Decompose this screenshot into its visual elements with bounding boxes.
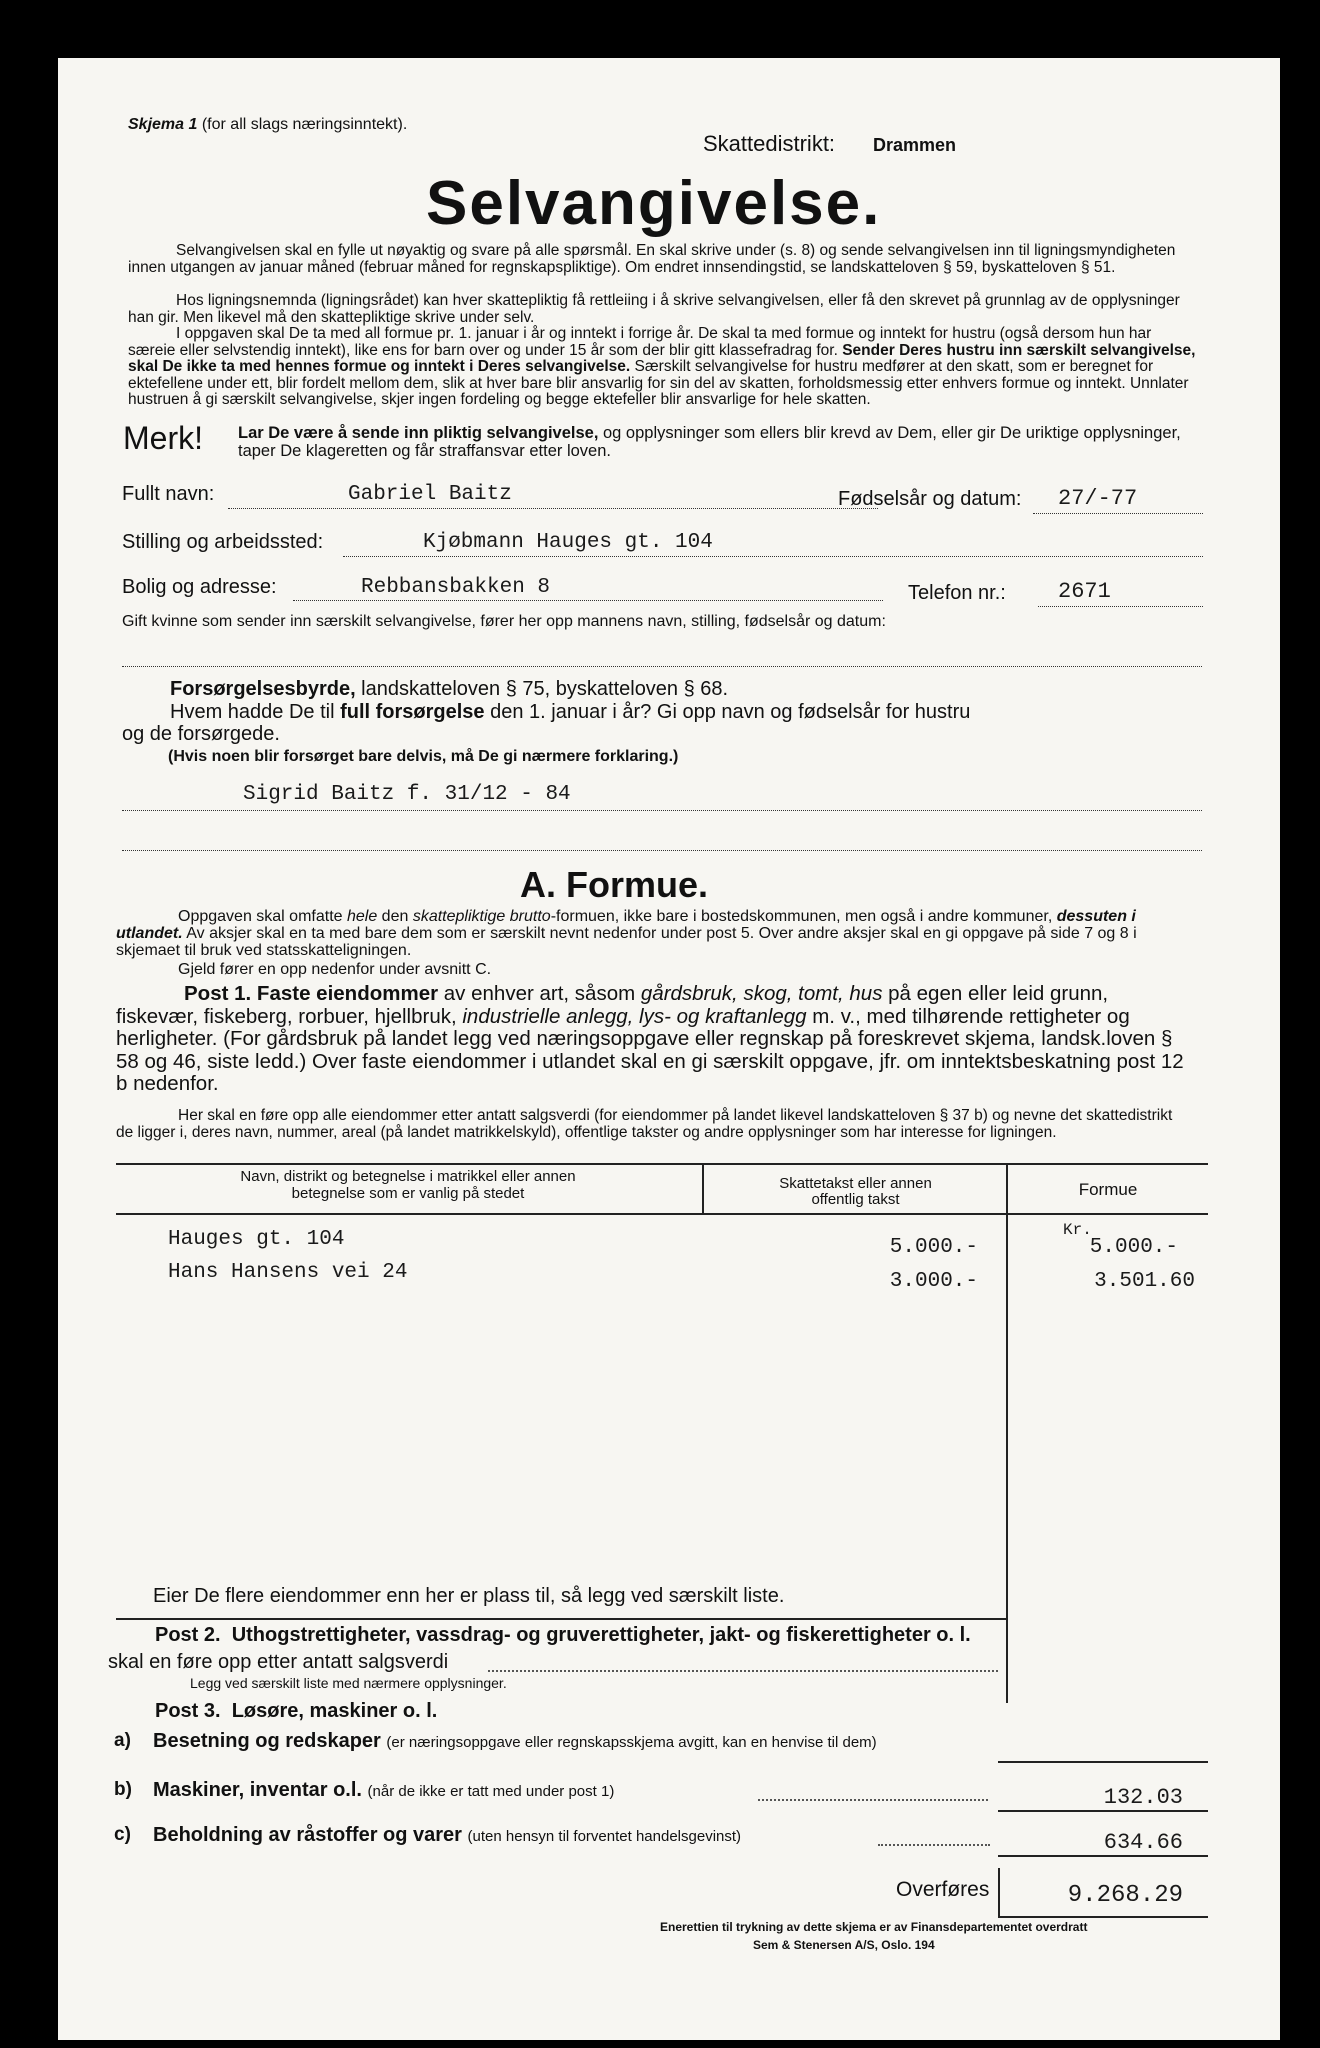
phone-value[interactable]: 2671 [1058,579,1111,604]
post3-heading-line [155,1700,437,1723]
post3-item-b-label: Maskiner, inventar o.l. [153,1779,362,1801]
birth-line [1033,513,1203,514]
intro-paragraph-3 [128,326,1198,409]
post3-item-a-label: Besetning og redskaper [153,1730,381,1752]
dependents-heading-rest: landskatteloven § 75, byskatteloven § 68. [355,678,729,700]
section-a-title: A. Formue. [520,864,709,905]
post1-text [116,983,1186,1096]
table-bottom-border [116,1618,1006,1620]
merk-rest: og opplysninger som ellers blir krevd av Dem, eller gir De uriktige opplysninger, taper De klageretten og får straffansvar etter loven. [238,424,1181,460]
post3-item-c [153,1824,741,1847]
property-formue[interactable]: 5.000.- [1089,1236,1178,1259]
post3-c-dots [878,1844,990,1846]
dependents-line [122,810,1202,811]
married-line [122,666,1202,667]
section-a-intro-2: Gjeld fører en opp nedenfor under avsnitt C. [178,961,492,978]
intro-p3-rest: Særskilt selvangivelse for hustru medfører at den skatt, som er beregnet for ektefellene under ett, blir fordelt mellom dem, slik at hver bare blir ansvarlig for sin del av skatten, forholdsmessig etter enhvers formue og inntekt. Unnlater hustruen å gi særskilt selvangivelse, skjer ingen fordeling og begge ektefeller blir ansvarlige for hele skatten. [128,358,1189,408]
dependents-question-bold: full forsørgelse [340,701,485,723]
post3-item-a-note: (er næringsoppgave eller regnskapsskjema avgitt, kan en henvise til dem) [386,1734,877,1751]
table-top-border [116,1163,1208,1165]
post3-c-line [998,1855,1208,1857]
carry-bottom-line [998,1916,1208,1918]
post1-text-i2: industrielle anlegg, lys- og kraftanlegg [462,1004,807,1028]
district-value: Drammen [873,135,957,155]
post3-item-c-letter: c) [114,1824,131,1845]
post1-text-a: av enhver art, såsom [438,982,641,1005]
post3-b-line [998,1810,1208,1812]
birth-value[interactable]: 27/-77 [1058,486,1138,511]
property-takst[interactable]: 5.000.- [889,1236,978,1259]
post2-heading: Uthogstrettigheter, vassdrag- og gruverettigheter, jakt- og fiskerettigheter o. l. [231,1624,971,1646]
property-name[interactable]: Hans Hansens vei 24 [168,1261,408,1284]
post3-item-c-value[interactable]: 634.66 [1103,1830,1183,1855]
post1-heading: Faste eiendommer [256,982,439,1005]
carry-divider [998,1868,1000,1918]
name-value[interactable]: Gabriel Baitz [348,483,512,506]
col1-header-a: Navn, distrikt og betegnelse i matrikkel eller annen [240,1168,576,1185]
section-a-intro-i2: skattepliktige brutto [412,908,551,925]
section-a-intro [116,908,1186,959]
property-takst[interactable]: 3.000.- [889,1270,978,1293]
post3-item-b-letter: b) [114,1779,132,1800]
phone-line [1038,606,1203,607]
dependents-heading [170,678,728,701]
col2-header-b: offentlig takst [811,1191,900,1208]
address-line [293,600,883,601]
occupation-value[interactable]: Kjøbmann Hauges gt. 104 [423,531,713,554]
post3-a-line [998,1761,1208,1763]
district-label: Skattedistrikt: [703,131,836,156]
merk-label: Merk! [123,420,203,456]
post3-item-b [153,1779,614,1802]
birth-label: Fødselsår og datum: [838,488,1022,510]
merk-text [238,424,1198,460]
married-note: Gift kvinne som sender inn særskilt selvangivelse, fører her opp mannens navn, stilling, fødselsår og datum: [122,613,886,630]
post1-text-i1: gårdsbruk, skog, tomt, hus [640,982,883,1005]
post2-text: skal en føre opp etter antatt salgsverdi [108,1651,449,1673]
name-label: Fullt navn: [122,483,215,505]
post3-heading: Løsøre, maskiner o. l. [231,1700,438,1722]
post1-text-b: på egen eller leid grunn, fiskevær, fiskeberg, rorbuer, hjellbruk, [116,982,1109,1028]
dependents-line-2 [122,850,1202,851]
post2-note: Legg ved særskilt liste med nærmere opplysninger. [190,1675,507,1691]
property-formue[interactable]: 3.501.60 [1094,1270,1195,1293]
section-a-intro-d: Av aksjer skal en ta med bare dem som er særskilt nevnt nedenfor under post 5. Over andre aksjer skal en gi oppgave på side 7 og 8 i skjemaet til bruk ved statsskatteligningen. [116,925,1137,959]
table-header-bottom [116,1213,1208,1215]
carry-label: Overføres [896,1878,990,1901]
dependents-question-a: Hvem hadde De til [170,701,341,723]
page-title: Selvangivelse. [426,169,882,238]
section-a-intro-i3: dessuten i utlandet. [116,908,1136,942]
dependents-question [170,701,970,724]
table-col-divider-2 [1006,1163,1008,1703]
post1-text-c: m. v., med tilhørende rettigheter og herligheter. (For gårdsbruk på landet legg ved næringsoppgave eller regnskap på foreskrevet skjema, landsk.loven § 58 og 46, siste ledd.) Over faste eiendommer i utlandet skal en gi særskilt oppgave, jfr. om inntektsbeskatning post 12 b nedenfor. [116,1004,1184,1095]
intro-p3-bold: Sender Deres hustru inn særskilt selvangivelse, skal De ikke ta med hennes formue og inntekt i Deres selvangivelse. [128,341,1196,375]
post2-heading-line [155,1624,971,1647]
address-value[interactable]: Rebbansbakken 8 [361,576,551,599]
occupation-line [343,556,1203,557]
dependents-question-b: den 1. januar i år? Gi opp navn og fødselsår for hustru [484,701,971,723]
post3-label: Post 3. [155,1700,221,1722]
table-col-divider-1 [702,1163,704,1213]
post2-dots [488,1670,998,1672]
post1-note: Her skal en føre opp alle eiendommer etter antatt salgsverdi (for eiendommer på landet likevel landskatteloven § 37 b) og nevne det skattedistrikt de ligger i, deres navn, nummer, areal (på landet matrikkelskyld), offentlige takster og andre opplysninger som har interesse for ligningen. [116,1107,1173,1141]
intro-p3-text: I oppgaven skal De ta med all formue pr. 1. januar i år og inntekt i forrige år. De skal ta med formue og inntekt for hustru (også dersom hun har særeie eller selvstendig inntekt), like ens for barn over og under 15 år som der blir gitt klassefradrag for. [128,325,1152,359]
section-a-intro-i1: hele [346,908,378,925]
post2-label: Post 2. [155,1624,221,1646]
section-a-intro-a: Oppgaven skal omfatte [178,908,347,925]
col3-header: Formue [1078,1180,1138,1199]
merk-bold: Lar De være å sende inn pliktig selvangivelse, [238,424,599,442]
post3-item-a [153,1730,877,1753]
dependents-heading-bold: Forsørgelsesbyrde, [170,678,356,700]
post3-item-b-value[interactable]: 132.03 [1103,1785,1183,1810]
section-a-intro-c: -formuen, ikke bare i bostedskommunen, men også i andre kommuner, [550,908,1057,925]
post3-b-dots [758,1799,988,1801]
post3-item-c-label: Beholdning av råstoffer og varer [153,1824,462,1846]
currency-label: Kr. [1063,1221,1092,1239]
intro-paragraph-2: Hos ligningsnemnda (ligningsrådet) kan hver skattepliktig få rettleiing i å skrive selvangivelsen, eller få den skrevet på grunnlag av de opplysninger han gir. Men likevel må den skattepliktige skrive under selv. [128,292,1180,326]
col2-header-a: Skattetakst eller annen [779,1175,932,1192]
form-page [58,58,1280,2040]
dependents-question-c: og de forsørgede. [122,723,280,745]
dependents-note: (Hvis noen blir forsørget bare delvis, må De gi nærmere forklaring.) [168,748,679,765]
form-label: Skjema 1 [128,116,198,133]
section-a-intro-b: den [377,908,413,925]
extra-properties-note: Eier De flere eiendommer enn her er plass til, så legg ved særskilt liste. [153,1585,785,1607]
footer-line-1: Enerettien til trykning av dette skjema er av Finansdepartementet overdratt [660,1920,1088,1934]
post1-label: Post 1. [184,982,252,1005]
dependents-value[interactable]: Sigrid Baitz f. 31/12 - 84 [243,783,571,806]
footer-line-2: Sem & Stenersen A/S, Oslo. 194 [753,1938,935,1952]
col1-header-b: betegnelse som er vanlig på stedet [291,1185,525,1202]
post3-item-a-letter: a) [114,1730,131,1751]
phone-label: Telefon nr.: [908,582,1006,604]
name-line [228,508,878,509]
intro-paragraph-1: Selvangivelsen skal en fylle ut nøyaktig og svare på alle spørsmål. En skal skrive under (s. 8) og sende selvangivelsen inn til ligningsmyndigheten innen utgangen av januar måned (februar måned for regnskapspliktige). Om endret innsendingstid, se landskatteloven § 59, byskatteloven § 51. [128,242,1176,276]
post3-item-c-note: (uten hensyn til forventet handelsgevinst) [467,1828,742,1845]
carry-value[interactable]: 9.268.29 [1067,1882,1183,1909]
address-label: Bolig og adresse: [122,576,277,598]
occupation-label: Stilling og arbeidssted: [122,531,324,553]
post3-item-b-note: (når de ikke er tatt med under post 1) [367,1783,615,1800]
form-note: (for all slags næringsinntekt). [201,116,408,133]
form-id [128,116,407,133]
property-name[interactable]: Hauges gt. 104 [168,1228,345,1251]
